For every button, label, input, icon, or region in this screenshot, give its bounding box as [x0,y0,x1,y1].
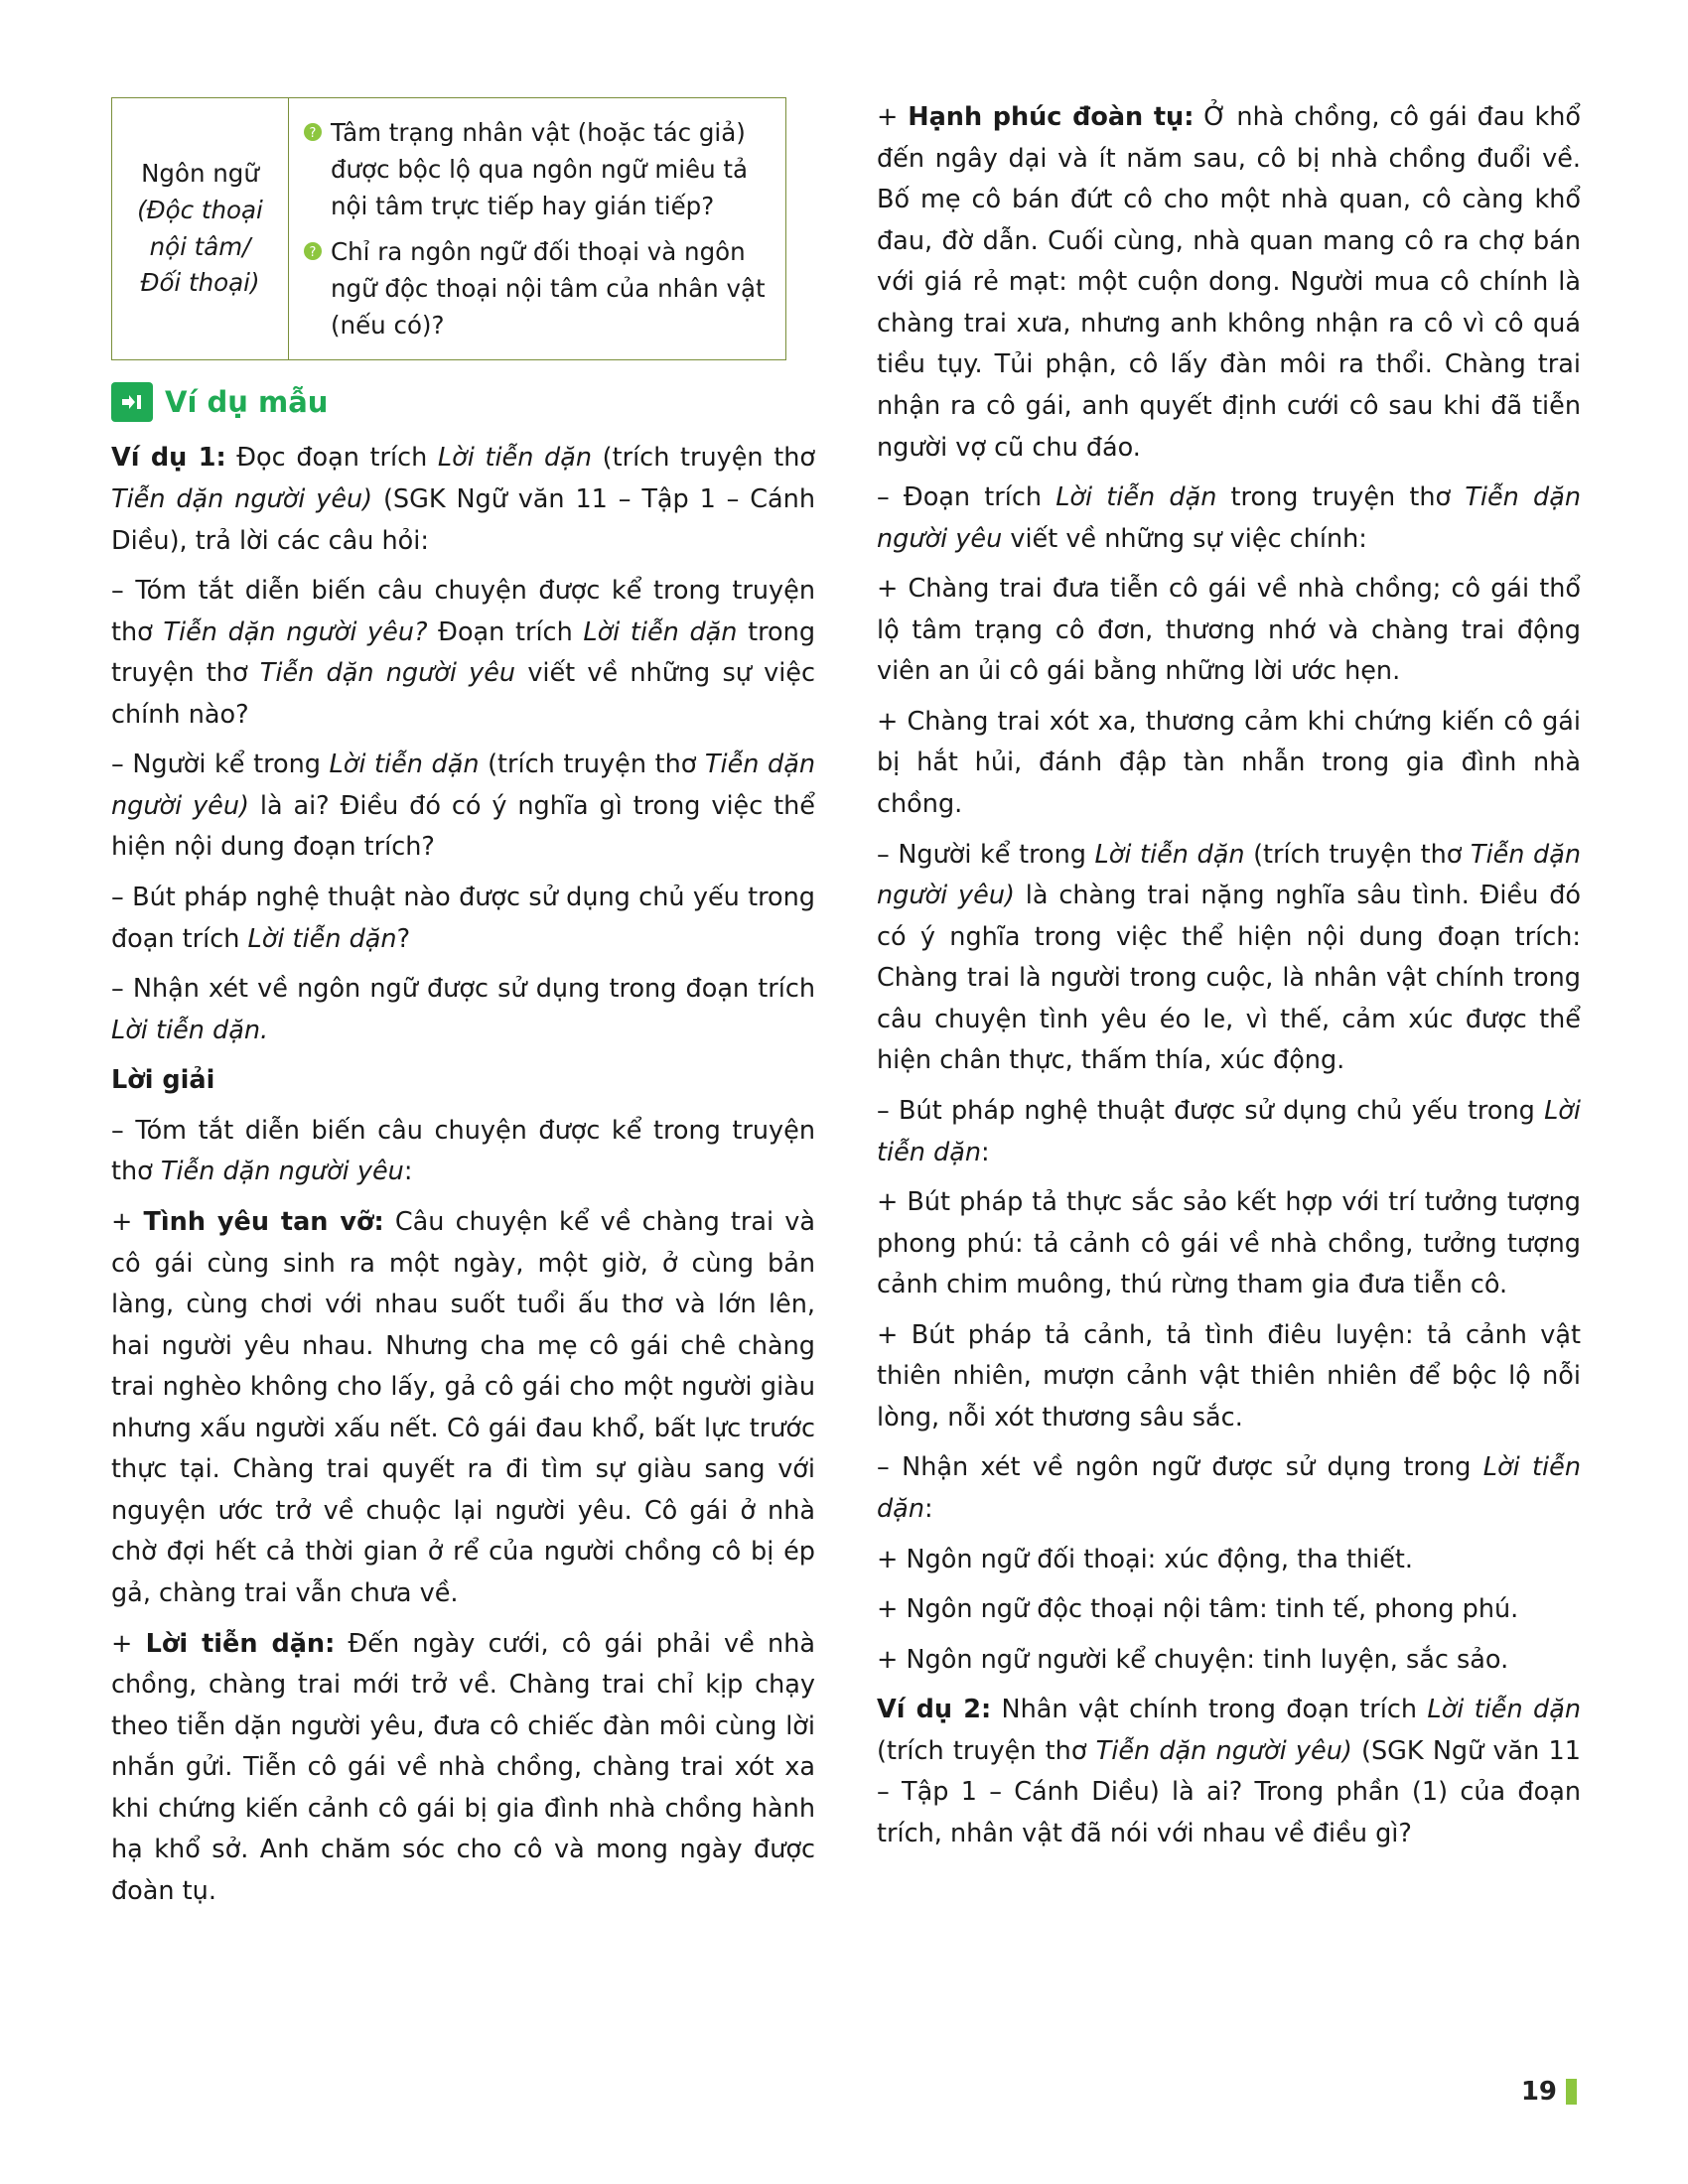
text-run: – Đoạn trích [877,482,1056,513]
text-run: : [923,1494,933,1524]
info-box-question-row [303,233,770,344]
text-run: – Tóm tắt diễn biến câu chuyện được kể trong truyện thơ [111,576,815,647]
text-run: + Ngôn ngữ độc thoại nội tâm: tinh tế, phong phú. [877,1594,1519,1625]
text-run: + Bút pháp tả thực sắc sảo kết hợp với trí tưởng tượng phong phú: tả cảnh cô gái về nhà chồng, tưởng tượng cảnh chim muông, thú rừng tham gia đưa tiễn cô. [877,1187,1581,1300]
text-run: – Nhận xét về ngôn ngữ được sử dụng trong [877,1452,1483,1483]
example-section-heading [111,382,815,422]
text-run: – Bút pháp nghệ thuật nào được sử dụng chủ yếu trong đoạn trích [111,883,815,954]
text-run: trong truyện thơ [111,616,816,689]
text-run: (trích truyện thơ [877,1735,1096,1766]
paragraph-but-phap [877,1091,1581,1173]
right-column-text [877,97,1581,1855]
text-run: – Người kể trong [111,750,330,780]
paragraph-loi-tien-dan [111,1624,815,1913]
text-run: Hạnh phúc đoàn tụ: [908,102,1195,132]
text-run: Lời tiễn dặn [329,750,489,780]
text-run: + [877,102,909,132]
page-marker-bar [1566,2079,1577,2105]
text-run: Tiễn dặn người yêu) [111,750,815,821]
paragraph-nguoi-ke [877,835,1581,1082]
paragraph-hanh-phuc-doan-tu [877,97,1581,469]
paragraph-su-viec-2 [877,702,1581,826]
text-run: Lời giải [111,1065,215,1096]
info-box-label-cell [112,98,289,359]
right-column [877,97,1581,1913]
text-run: Tiễn dặn người yêu [877,482,1581,554]
text-run: Tiễn dặn người yêu) [1095,1735,1352,1766]
page-footer [1521,2077,1577,2107]
text-run: (SGK Ngữ văn 11 – Tập 1 – Cánh Diều), trả lời các câu hỏi: [111,483,816,556]
paragraph-tinh-yeu-tan-vo [111,1202,815,1615]
text-run: Tiễn dặn người yêu [259,658,516,689]
text-run: ? [396,923,411,954]
text-run: Lời tiễn dặn [583,616,738,647]
text-run: Đoạn trích [427,616,584,647]
paragraph-vi-du-2 [877,1690,1581,1854]
paragraph-cau-hoi-4 [111,969,815,1051]
text-run: – Tóm tắt diễn biến câu chuyện được kể trong truyện thơ [111,1115,815,1187]
text-run: + Bút pháp tả cảnh, tả tình điêu luyện: tả cảnh vật thiên nhiên, mượn cảnh vật thiên nhiên để bộc lộ nỗi lòng, nỗi xót thương sâu sắc. [877,1319,1581,1433]
paragraph-cau-hoi-3 [111,878,815,960]
paragraph-ngon-ngu-3 [877,1640,1581,1682]
text-run: + Chàng trai đưa tiễn cô gái về nhà chồng; cô gái thổ lộ tâm trạng cô đơn, thương nhớ và chàng trai động viên an ủi cô gái bằng những lời ước hẹn. [877,574,1581,687]
text-run: Tiễn dặn người yêu [160,1157,404,1187]
paragraph-vi-du-1 [111,438,815,562]
paragraph-but-phap-1 [877,1182,1581,1306]
text-run: : [981,1137,990,1167]
info-box-question-text: Chỉ ra ngôn ngữ đối thoại và ngôn ngữ độc thoại nội tâm của nhân vật (nếu có)? [331,236,766,341]
example-section-label: Ví dụ mẫu [165,385,329,420]
text-run: Lời tiễn dặn [437,443,603,474]
text-run: Lời tiễn dặn [1055,482,1217,513]
info-box-label-line2: (Độc thoại [137,195,263,224]
text-run: : [403,1157,413,1187]
page-number: 19 [1520,2077,1557,2107]
text-run: + Chàng trai xót xa, thương cảm khi chứng kiến cô gái bị hắt hủi, đánh đập tàn nhẫn trong gia đình nhà chồng. [877,706,1581,819]
text-run: là ai? Điều đó có ý nghĩa gì trong việc thể hiện nội dung đoạn trích? [111,790,815,863]
text-run: viết về những sự việc chính: [1002,523,1367,554]
paragraph-nhan-xet-ngon-ngu [877,1447,1581,1530]
paragraph-cau-hoi-1 [111,571,815,736]
two-column-body [111,97,1581,1913]
text-run: Lời tiễn dặn [877,1452,1581,1524]
text-run: Tình yêu tan vỡ: [143,1206,384,1237]
left-column-text [111,438,815,1912]
text-run: Tiễn dặn người yêu? [163,616,428,647]
paragraph-tom-tat [111,1111,815,1193]
question-mark-icon [303,241,323,261]
text-run: Nhân vật chính trong đoạn trích [991,1695,1428,1725]
info-box-label-line4: Đối thoại) [140,268,260,298]
text-run: + Ngôn ngữ đối thoại: xúc động, tha thiết. [877,1544,1414,1574]
text-run: (SGK Ngữ văn 11 – Tập 1 – Cánh Diều) là ai? Trong phần (1) của đoạn trích, nhân vật đã nói với nhau về điều gì? [877,1735,1581,1848]
svg-text:?: ? [309,126,317,141]
text-run: – Nhận xét về ngôn ngữ được sử dụng trong đoạn trích [111,974,815,1005]
text-run: Lời tiễn dặn [1427,1695,1582,1725]
paragraph-doan-trich-viet-ve [877,478,1581,560]
language-info-box [111,97,786,360]
paragraph-ngon-ngu-2 [877,1589,1581,1631]
text-run: Ví dụ 2: [877,1695,992,1725]
text-run: + Ngôn ngữ người kể chuyện: tinh luyện, sắc sảo. [877,1644,1509,1675]
text-run: + [111,1628,146,1659]
info-box-questions-cell [289,98,785,359]
hand-pointer-icon [111,382,153,422]
text-run: viết về những sự việc chính nào? [111,658,815,730]
text-run: Lời tiễn dặn: [145,1628,336,1659]
text-run: – Bút pháp nghệ thuật được sử dụng chủ yếu trong [877,1095,1545,1126]
svg-text:?: ? [309,244,317,260]
text-run: + [111,1206,144,1237]
text-run: Lời tiễn dặn [247,923,397,954]
text-run: là chàng trai nặng nghĩa sâu tình. Điều đó có ý nghĩa trong việc thể hiện nội dung đoạn trích: Chàng trai là người trong cuộc, là nhân vật chính trong câu chuyện tình yêu éo le, vì thế, cảm xúc được thể hiện chân thực, thấm thía, xúc động. [877,881,1581,1076]
info-box-label-line3: nội tâm/ [149,231,251,261]
text-run: (trích truyện thơ [488,750,705,780]
paragraph-loi-giai [111,1060,815,1102]
text-run: Đọc đoạn trích [225,443,438,474]
paragraph-but-phap-2 [877,1315,1581,1439]
left-column [111,97,815,1913]
text-run: Lời tiễn dặn [877,1095,1581,1167]
text-run: Đến ngày cưới, cô gái phải về nhà chồng, chàng trai mới trở về. Chàng trai chỉ kịp chạy theo tiễn dặn người yêu, đưa cô chiếc đàn môi cùng lời nhắn gửi. Tiễn cô gái về nhà chồng, chàng trai xót xa khi chứng kiến cảnh cô gái bị gia đình nhà chồng hành hạ khổ sở. Anh chăm sóc cho cô và mong ngày được đoàn tụ. [111,1628,815,1906]
text-run: Lời tiễn dặn [1094,839,1254,870]
info-box-label-line1: Ngôn ngữ [141,159,259,189]
text-run: Ví dụ 1: [111,443,226,474]
paragraph-su-viec-1 [877,569,1581,693]
text-run: trong truyện thơ [1216,482,1466,513]
text-run: (trích truyện thơ [602,443,815,474]
paragraph-cau-hoi-2 [111,745,815,869]
text-run: Tiễn dặn người yêu) [111,483,373,514]
text-run: Câu chuyện kể về chàng trai và cô gái cùng sinh ra một ngày, một giờ, ở cùng bản làng, cùng chơi với nhau suốt tuổi ấu thơ và lớn lên, hai người yêu nhau. Nhưng cha mẹ cô gái chê chàng trai nghèo không cho lấy, gả cô gái cho một người giàu nhưng xấu người xấu nết. Cô gái đau khổ, bất lực trước thực tại. Chàng trai quyết ra đi tìm sự giàu sang với nguyện ước trở về chuộc lại người yêu. Cô gái ở nhà chờ đợi hết cả thời gian ở rể của người chồng cô bị ép gả, chàng trai vẫn chưa về. [111,1206,815,1609]
info-box-question-text: Tâm trạng nhân vật (hoặc tác giả) được bộc lộ qua ngôn ngữ miêu tả nội tâm trực tiếp hay gián tiếp? [331,118,749,221]
info-box-question-row [303,114,770,225]
text-run: Tiễn dặn người yêu) [877,839,1581,911]
text-run: (trích truyện thơ [1253,839,1471,870]
question-mark-icon [303,122,323,142]
text-run: – Người kể trong [877,839,1095,870]
text-run: Ở nhà chồng, cô gái đau khổ đến ngây dại và ít năm sau, cô bị nhà chồng đuổi về. Bố mẹ cô bán đứt cô cho một nhà quan, cô càng khổ đau, đờ dẫn. Cuối cùng, nhà quan mang cô ra chợ bán với giá rẻ mạt: một cuộn dong. Người mua cô chính là chàng trai xưa, nhưng anh không nhận ra cô vì cô quá tiều tụy. Tủi phận, cô lấy đàn môi ra thổi. Chàng trai nhận ra cô gái, anh quyết định cưới cô sau khi đã tiễn người vợ cũ chu đáo. [877,102,1582,463]
paragraph-ngon-ngu-1 [877,1540,1581,1581]
text-run: Lời tiễn dặn. [111,1015,269,1045]
